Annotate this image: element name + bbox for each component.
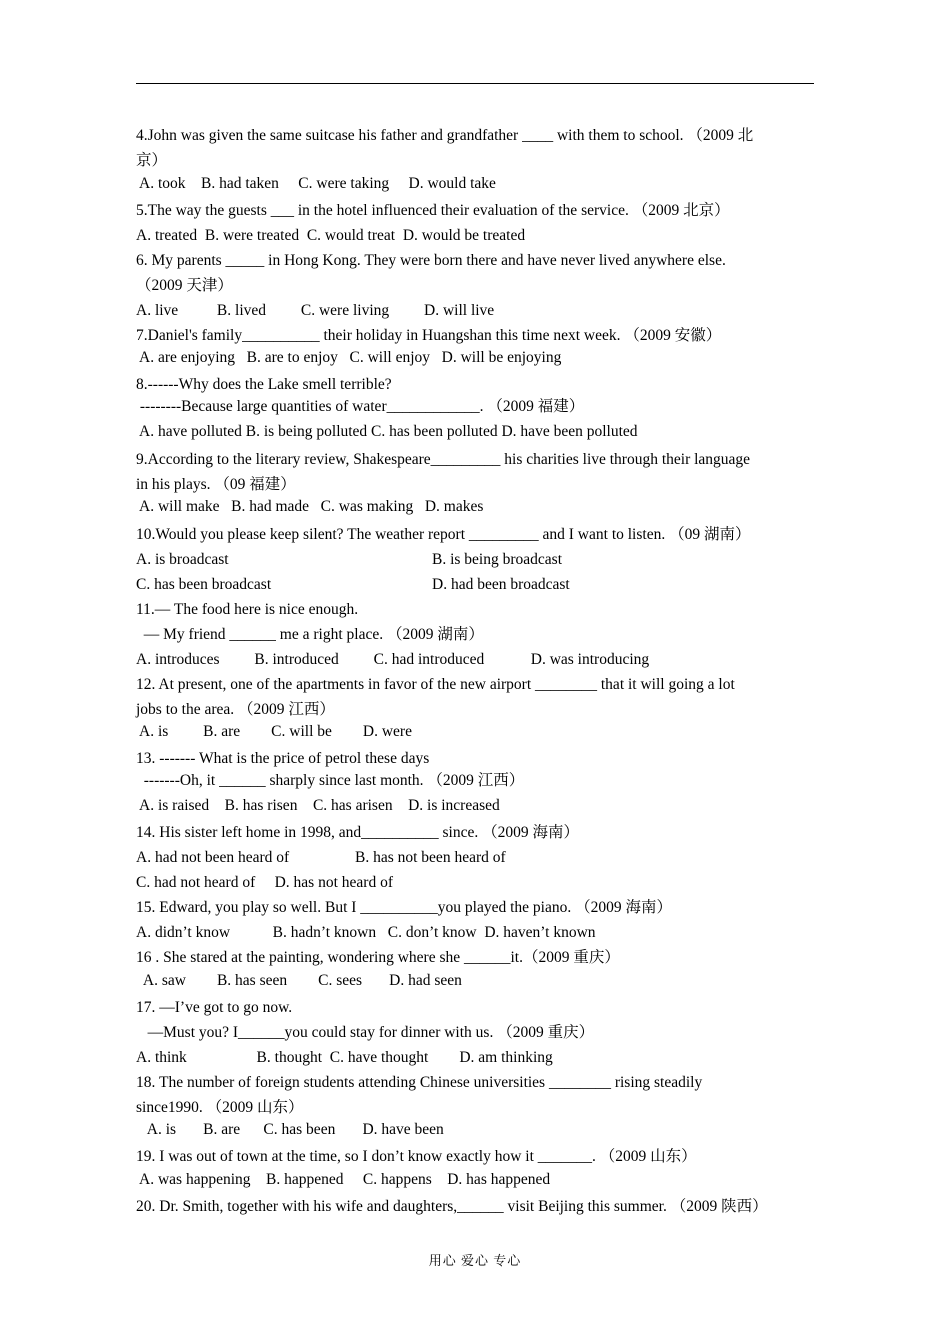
text-line: 6. My parents _____ in Hong Kong. They were born there and have never lived anywhere else.	[136, 252, 726, 269]
text-line: —Must you? I______you could stay for dinner with us. （2009 重庆）	[136, 1024, 595, 1041]
text-line: A. is B. are C. will be D. were	[136, 723, 412, 740]
text-line: C. had not heard of D. has not heard of	[136, 874, 393, 891]
text-line: --------Because large quantities of water____________. （2009 福建）	[136, 398, 585, 415]
text-line: 16 . She stared at the painting, wondering where she ______it.（2009 重庆）	[136, 949, 620, 966]
text-line: A. is raised B. has risen C. has arisen D. is increased	[136, 797, 500, 814]
text-line: 5.The way the guests ___ in the hotel influenced their evaluation of the service. （2009 北京）	[136, 202, 730, 219]
text-line: （2009 天津）	[136, 277, 233, 294]
text-line: A. saw B. has seen C. sees D. had seen	[136, 972, 462, 989]
text-line: 14. His sister left home in 1998, and__________ since. （2009 海南）	[136, 824, 579, 841]
text-line: A. live B. lived C. were living D. will live	[136, 302, 495, 319]
text-line: 20. Dr. Smith, together with his wife and daughters,______ visit Beijing this summer. （2009 陕西）	[136, 1198, 768, 1215]
text-line: 19. I was out of town at the time, so I don’t know exactly how it _______. （2009 山东）	[136, 1148, 697, 1165]
text-line: -------Oh, it ______ sharply since last month. （2009 江西）	[136, 772, 525, 789]
text-line: A. was happening B. happened C. happens D. has happened	[136, 1171, 551, 1188]
page-footer: 用心 爱心 专心	[428, 1253, 522, 1268]
text-line: A. have polluted B. is being polluted C. has been polluted D. have been polluted	[136, 423, 638, 440]
header-rule	[136, 83, 814, 84]
text-line: 4.John was given the same suitcase his father and grandfather ____ with them to school. （2009 北	[136, 127, 754, 144]
text-line: jobs to the area. （2009 江西）	[136, 701, 335, 718]
text-line-option-col2: B. has not been heard of	[355, 849, 506, 866]
text-line: 7.Daniel's family__________ their holiday in Huangshan this time next week. （2009 安徽）	[136, 327, 722, 344]
text-line: since1990. （2009 山东）	[136, 1099, 304, 1116]
text-line-option-col2: D. had been broadcast	[432, 576, 570, 593]
text-line: 11.— The food here is nice enough.	[136, 601, 359, 618]
text-line: C. has been broadcast	[136, 576, 272, 593]
text-line: A. will make B. had made C. was making D. makes	[136, 498, 484, 515]
text-line: A. are enjoying B. are to enjoy C. will enjoy D. will be enjoying	[136, 349, 562, 366]
text-line: 京）	[136, 152, 168, 169]
text-line: 18. The number of foreign students attending Chinese universities ________ rising steadily	[136, 1074, 703, 1091]
text-line: 9.According to the literary review, Shakespeare_________ his charities live through their language	[136, 451, 751, 468]
text-line: A. didn’t know B. hadn’t known C. don’t know D. haven’t known	[136, 924, 596, 941]
text-line: 17. —I’ve got to go now.	[136, 999, 293, 1016]
text-line: in his plays. （09 福建）	[136, 476, 296, 493]
text-line: A. think B. thought C. have thought D. am thinking	[136, 1049, 553, 1066]
text-line: A. introduces B. introduced C. had introduced D. was introducing	[136, 651, 650, 668]
text-line: 12. At present, one of the apartments in favor of the new airport ________ that it will going a lot	[136, 676, 735, 693]
text-line: 10.Would you please keep silent? The weather report _________ and I want to listen. （09 湖南）	[136, 526, 751, 543]
text-line: 13. ------- What is the price of petrol these days	[136, 750, 430, 767]
text-line: — My friend ______ me a right place. （2009 湖南）	[136, 626, 484, 643]
text-line: 8.------Why does the Lake smell terrible?	[136, 376, 392, 393]
text-line: 15. Edward, you play so well. But I __________you played the piano. （2009 海南）	[136, 899, 672, 916]
text-line-option-col2: B. is being broadcast	[432, 551, 563, 568]
text-line: A. is broadcast	[136, 551, 229, 568]
text-line: A. took B. had taken C. were taking D. would take	[136, 175, 496, 192]
text-line: A. is B. are C. has been D. have been	[136, 1121, 444, 1138]
text-line: A. treated B. were treated C. would treat D. would be treated	[136, 227, 526, 244]
text-line: A. had not been heard of	[136, 849, 290, 866]
